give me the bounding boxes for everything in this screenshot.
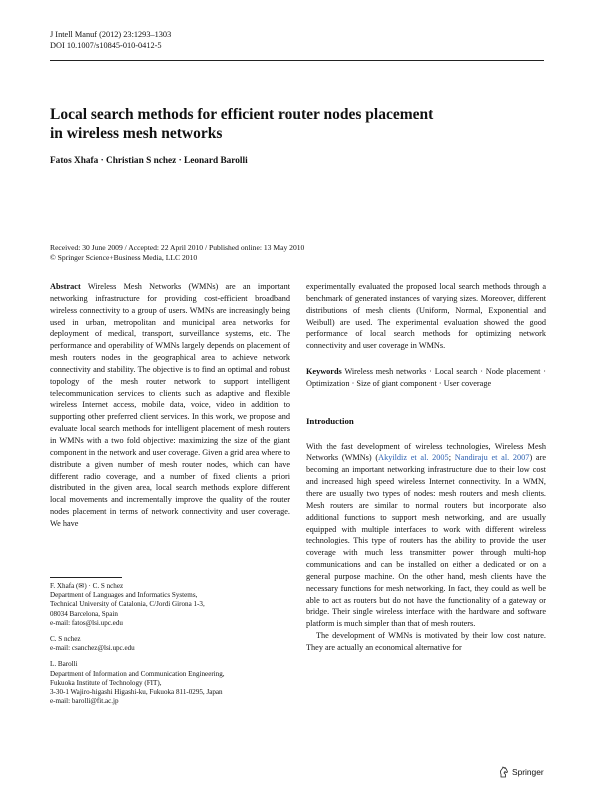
introduction-heading: Introduction bbox=[306, 415, 354, 426]
affiliation-barolli bbox=[50, 660, 290, 706]
author-list: Fatos Xhafa · Christian S nchez · Leonard Barolli bbox=[50, 156, 248, 166]
affiliation-xhafa bbox=[50, 582, 290, 628]
affiliation-line: 3-30-1 Wajiro-higashi Higashi-ku, Fukuoka 811-0295, Japan bbox=[50, 688, 223, 697]
affiliation-email[interactable]: e-mail: barolli@fit.ac.jp bbox=[50, 697, 119, 706]
intro-text: With the fast development of wireless technologies, Wireless Mesh Networks (WMNs) ( bbox=[306, 441, 546, 463]
introduction-paragraph-1 bbox=[306, 441, 546, 631]
affiliations bbox=[50, 582, 290, 713]
title-line-2: in wireless mesh networks bbox=[50, 125, 223, 142]
abstract-continuation: experimentally evaluated the proposed local search methods through a benchmark of generated instances of varying sizes. Moreover, different distributions of mesh clients (Uniform, Normal, Exponential and Weibull) are used. The experimental evaluation showed the good performance of local search methods for optimizing network connectivity and user coverage in WMNs. bbox=[306, 282, 546, 351]
affiliation-line: F. Xhafa (✉) · C. S nchez bbox=[50, 582, 124, 590]
publisher-logo bbox=[499, 766, 544, 778]
affiliation-line: C. S nchez bbox=[50, 635, 81, 644]
keywords-text: Wireless mesh networks · Local search · Node placement · Optimization · Size of giant component · User coverage bbox=[306, 367, 546, 388]
affiliation-email[interactable]: e-mail: csanchez@lsi.upc.edu bbox=[50, 644, 135, 653]
affiliation-line: 08034 Barcelona, Spain bbox=[50, 609, 118, 618]
keywords-paragraph bbox=[306, 366, 546, 390]
copyright-notice: © Springer Science+Business Media, LLC 2010 bbox=[50, 253, 198, 262]
paper-title bbox=[50, 105, 433, 143]
springer-knight-icon bbox=[499, 766, 509, 778]
citation-link[interactable]: Nandiraju et al. 2007 bbox=[454, 453, 530, 463]
footnote-rule bbox=[50, 577, 122, 578]
affiliation-line: Department of Information and Communication Engineering, bbox=[50, 669, 225, 678]
affiliation-line: L. Barolli bbox=[50, 660, 78, 669]
journal-citation: J Intell Manuf (2012) 23:1293–1303 bbox=[50, 30, 172, 39]
affiliation-line: Department of Languages and Informatics Systems, bbox=[50, 591, 198, 600]
introduction-paragraph-2: The development of WMNs is motivated by their low cost nature. They are actually an economical alternative for bbox=[306, 631, 546, 652]
right-column bbox=[306, 281, 546, 654]
intro-text: ) are becoming an important networking infrastructure due to their low cost and increased high speed wireless Internet connectivity. In a WMN, there are usually two types of nodes: mesh routers and mesh clients. Mesh routers are similar to normal routers but incorporate also additional functions to support mesh networking, and are usually equipped with multiple interfaces to work with different wireless technologies. This type of routers has the ability to provide the user coverage with much less transmitter power through multi-hop communications and can be installed on either a dedicated or on a general purpose machine. On the other hand, mesh clients have the necessary functions for mesh networking. In fact, they could as well be able to act as routers but do not have the functionality of a gateway or bridge. Their single wireless interface with the hardware and software platform is much simpler than that of mesh routers. bbox=[306, 453, 546, 629]
publisher-name: Springer bbox=[512, 767, 544, 777]
left-column bbox=[50, 281, 290, 530]
affiliation-line: Fukuoka Institute of Technology (FIT), bbox=[50, 678, 162, 687]
title-line-1: Local search methods for efficient router nodes placement bbox=[50, 106, 434, 123]
affiliation-line: Technical University of Catalonia, C/Jordi Girona 1-3, bbox=[50, 600, 205, 609]
keywords-label: Keywords bbox=[306, 367, 342, 377]
abstract-text: Wireless Mesh Networks (WMNs) are an important networking infrastructure for providing cost-efficient broadband wireless connectivity to a group of users. WMNs are increasingly being used in urban, metropolitan and municipal area networks for deployment of medical, transport, surveillance systems, etc. The performance and operability of WMNs largely depends on placement of mesh routers nodes in the geographical area to achieve network connectivity and stability. The objective is to find an optimal and robust topology of the mesh router network to support intelligent telecommunication services to clients such as adaptive and flexible wireless Internet access, mobile data, voice, video in addition to supporting other preferred client services. In this work, we propose and evaluate local search methods for intelligent placement of mesh routers in WMNs with a two fold objective: maximizing the size of the giant component in the network and user coverage. Given a grid area where to distribute a given number of mesh router nodes, which can have different radio coverage, and a number of fixed clients a priori distributed in the given area, local search methods explore different local movements and incrementally improve the quality of the router nodes placement in terms of network connectivity and user coverage. We have bbox=[50, 282, 290, 528]
intro-text: ; bbox=[448, 453, 455, 463]
affiliation-sanchez bbox=[50, 635, 290, 653]
affiliation-email[interactable]: e-mail: fatos@lsi.upc.edu bbox=[50, 618, 123, 627]
abstract-label: Abstract bbox=[50, 282, 81, 291]
publication-dates: Received: 30 June 2009 / Accepted: 22 April 2010 / Published online: 13 May 2010 bbox=[50, 243, 305, 252]
header-rule bbox=[50, 60, 544, 61]
abstract-paragraph bbox=[50, 281, 290, 530]
citation-link[interactable]: Akyildiz et al. 2005 bbox=[378, 453, 449, 463]
doi: DOI 10.1007/s10845-010-0412-5 bbox=[50, 41, 162, 50]
